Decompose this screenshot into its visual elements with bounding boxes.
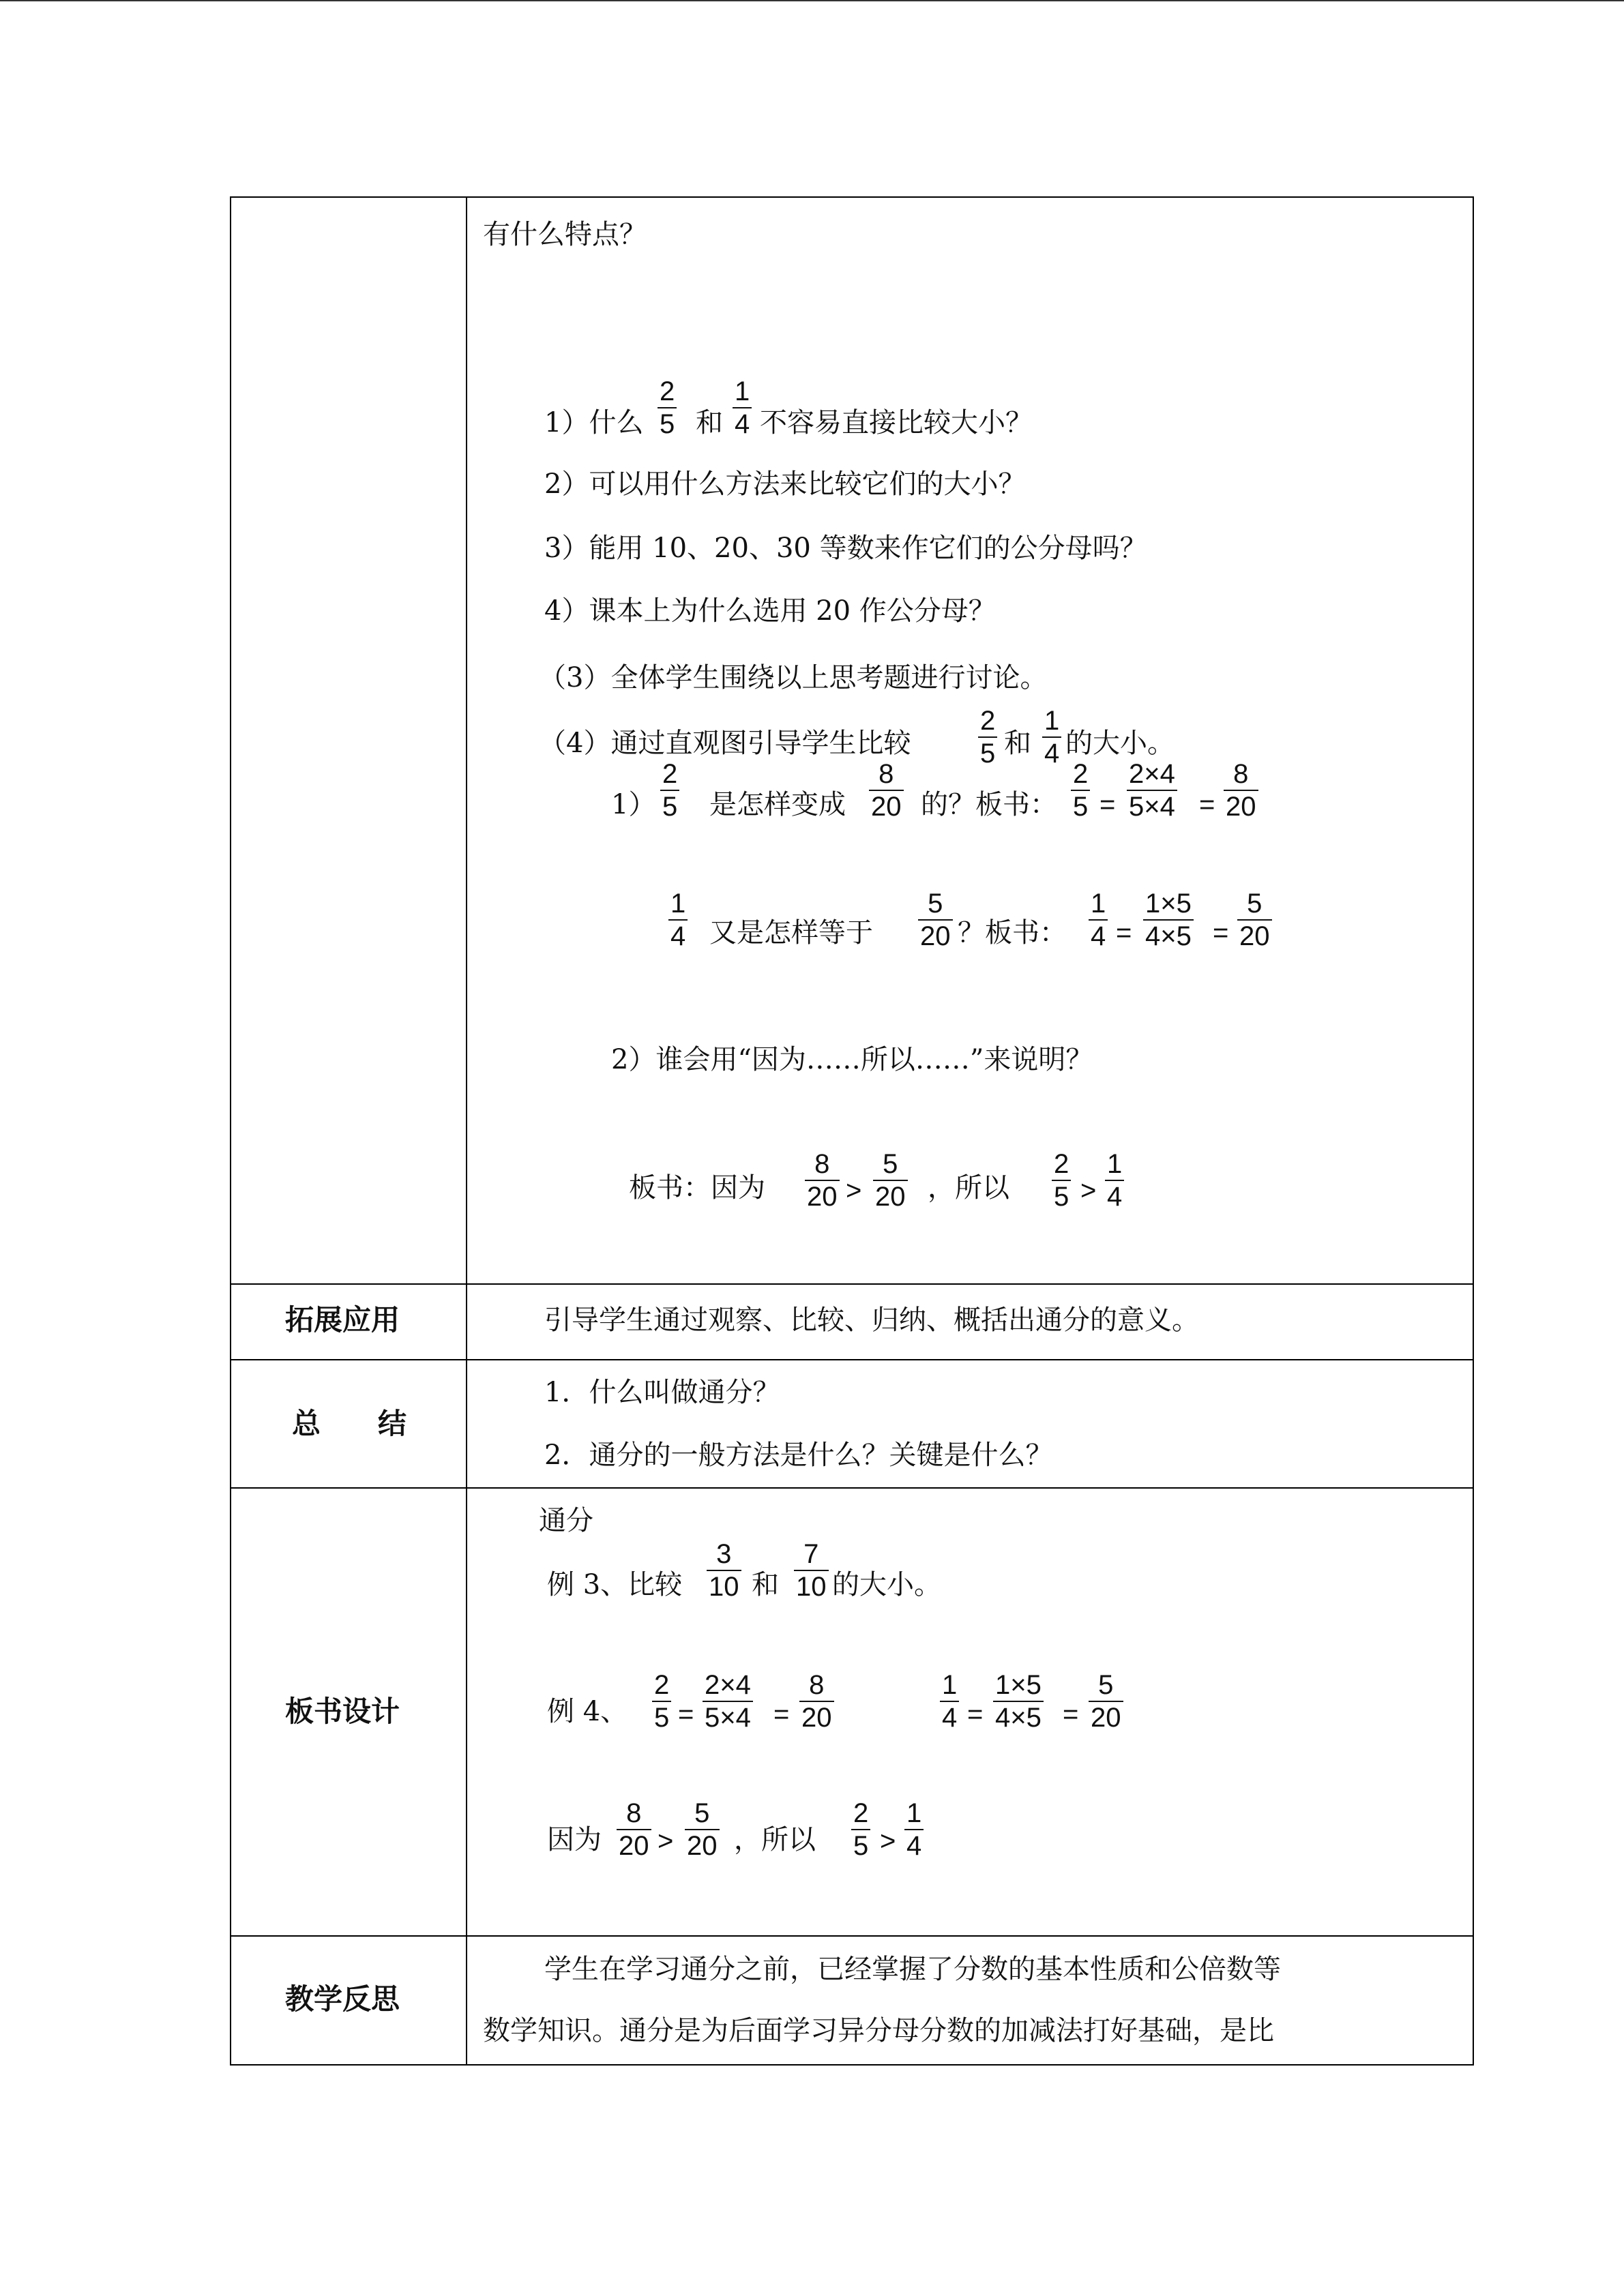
fraction: 1 4 <box>733 376 752 440</box>
sub-question-1b-middle: 又是怎样等于 <box>709 917 873 949</box>
summary-line-2: 2．通分的一般方法是什么？关键是什么？ <box>544 1440 1053 1471</box>
equals-sign: = <box>1116 918 1132 948</box>
example-3-suffix: 的大小。 <box>832 1569 941 1600</box>
fraction: 5 20 <box>1237 888 1272 952</box>
sub-question-1-middle: 是怎样变成 <box>709 789 846 820</box>
fraction: 5 20 <box>873 1148 908 1212</box>
equals-sign: = <box>678 1699 694 1729</box>
step-4-suffix: 的大小。 <box>1065 728 1175 759</box>
fraction: 2 5 <box>658 376 677 440</box>
extension-text: 引导学生通过观察、比较、归纳、概括出通分的意义。 <box>544 1304 1199 1336</box>
page-top-edge <box>0 0 1624 1</box>
fraction: 2 5 <box>851 1798 870 1862</box>
greater-than-sign: > <box>846 1176 862 1206</box>
fraction: 8 20 <box>1224 758 1258 822</box>
board-design-title: 通分 <box>539 1505 593 1536</box>
fraction: 7 10 <box>794 1538 829 1602</box>
fraction: 2×4 5×4 <box>703 1669 753 1733</box>
fraction: 8 20 <box>617 1798 651 1862</box>
summary-header: 总 结 <box>292 1407 407 1440</box>
summary-line-1: 1．什么叫做通分？ <box>544 1377 780 1408</box>
equals-sign: = <box>1213 918 1229 948</box>
reflection-line-2: 数学知识。通分是为后面学习异分母分数的加减法打好基础，是比 <box>483 2015 1274 2046</box>
reflection-header: 教学反思 <box>285 1982 400 2016</box>
fraction: 2 5 <box>652 1669 671 1733</box>
step-4-prefix: （4）通过直观图引导学生比较 <box>539 728 911 759</box>
example-3-prefix: 例 3、比较 <box>547 1569 683 1600</box>
fraction: 1 4 <box>940 1669 959 1733</box>
equals-sign: = <box>773 1699 790 1729</box>
reflection-line-1: 学生在学习通分之前，已经掌握了分数的基本性质和公倍数等 <box>544 1954 1281 1985</box>
greater-than-sign: > <box>1080 1176 1097 1206</box>
extension-header: 拓展应用 <box>285 1303 400 1337</box>
sub-question-2: 2）谁会用“因为……所以……”来说明？ <box>611 1044 1093 1075</box>
fraction: 5 20 <box>685 1798 720 1862</box>
conclusion-prefix: 因为 <box>547 1824 602 1855</box>
question-1-prefix: 1）什么 <box>544 407 644 438</box>
question-1-join: 和 <box>696 407 723 438</box>
greater-than-sign: > <box>658 1826 674 1856</box>
fraction: 2 5 <box>1052 1148 1071 1212</box>
conclusion-mid: ，所以 <box>734 1824 816 1855</box>
fraction: 1×5 4×5 <box>1143 888 1194 952</box>
example-4-prefix: 例 4、 <box>547 1696 628 1727</box>
board-note-mid: ，所以 <box>928 1172 1009 1204</box>
greater-than-sign: > <box>880 1826 896 1856</box>
step-4-join: 和 <box>1004 728 1031 759</box>
fraction: 1 4 <box>1089 888 1108 952</box>
equals-sign: = <box>1099 790 1116 820</box>
fraction: 1 4 <box>1105 1148 1124 1212</box>
fraction: 1 4 <box>668 888 688 952</box>
board-note-prefix: 板书：因为 <box>629 1172 765 1204</box>
sub-question-1b-suffix: ？板书： <box>958 917 1067 949</box>
fraction: 8 20 <box>799 1669 834 1733</box>
fraction: 2×4 5×4 <box>1127 758 1177 822</box>
fraction: 1 4 <box>904 1798 924 1862</box>
equals-sign: = <box>1199 790 1215 820</box>
fraction: 3 10 <box>707 1538 741 1602</box>
fraction: 2 5 <box>660 758 679 822</box>
question-3: 3）能用 10、20、30 等数来作它们的公分母吗？ <box>544 533 1147 564</box>
fraction: 8 20 <box>805 1148 840 1212</box>
question-2: 2）可以用什么方法来比较它们的大小？ <box>544 468 1026 500</box>
fraction: 8 20 <box>869 758 904 822</box>
fraction: 1×5 4×5 <box>993 1669 1044 1733</box>
question-4: 4）课本上为什么选用 20 作公分母？ <box>544 595 996 627</box>
intro-text: 有什么特点？ <box>483 219 647 250</box>
fraction: 5 20 <box>1089 1669 1123 1733</box>
fraction: 5 20 <box>918 888 953 952</box>
equals-sign: = <box>967 1699 984 1729</box>
example-3-join: 和 <box>752 1569 779 1600</box>
step-3-text: （3）全体学生围绕以上思考题进行讨论。 <box>539 662 1048 694</box>
sub-question-1-prefix: 1） <box>611 789 656 820</box>
sub-question-1-suffix: 的？板书： <box>921 789 1057 820</box>
equals-sign: = <box>1063 1699 1079 1729</box>
fraction: 1 4 <box>1042 705 1061 769</box>
question-1-suffix: 不容易直接比较大小？ <box>760 407 1033 438</box>
board-design-header: 板书设计 <box>285 1695 400 1728</box>
fraction: 2 5 <box>978 705 997 769</box>
fraction: 2 5 <box>1071 758 1090 822</box>
